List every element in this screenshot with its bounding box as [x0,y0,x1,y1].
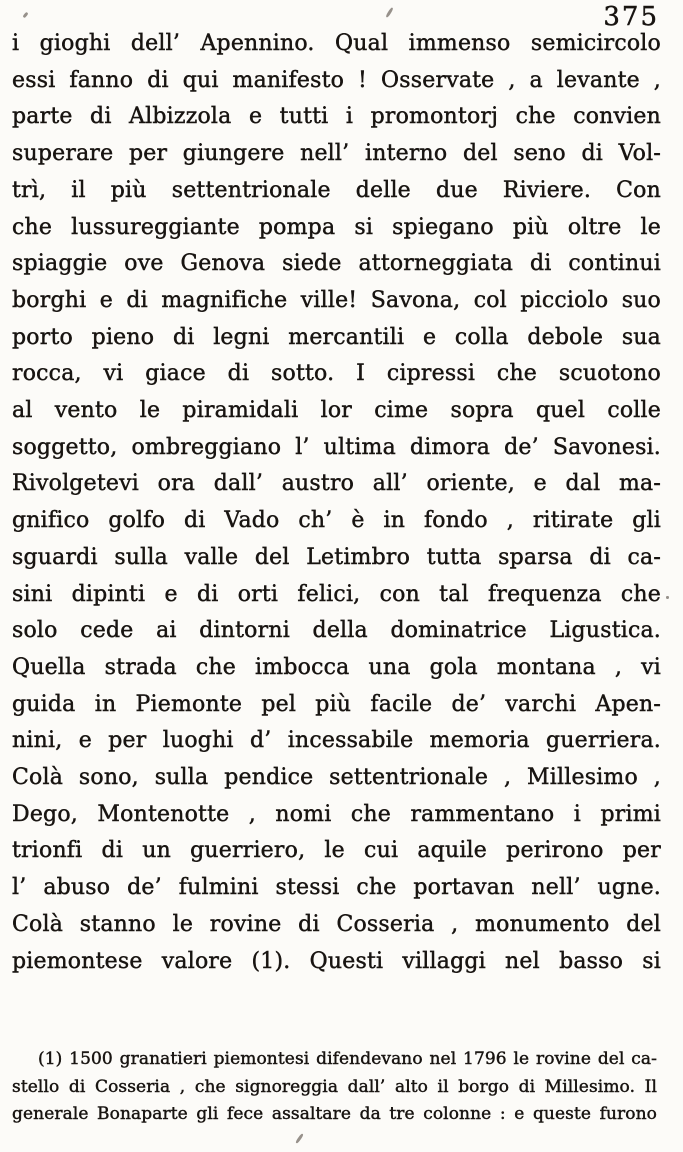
text-line: gnifico golfo di Vado ch’ è in fondo , ritirate gli [12,508,661,534]
text-line: rocca, vi giace di sotto. I cipressi che scuotono [12,361,661,387]
footnote-line: stello di Cosseria , che signoreggia dall’ alto il borgo di Millesimo. Il [12,1076,657,1097]
text-line: Dego, Montenotte , nomi che rammentano i primi [12,801,661,827]
scan-speckle [295,1133,304,1144]
footnote [12,1046,657,1129]
text-line: borghi e di magnifiche ville! Savona, col picciolo suo [12,287,661,313]
text-line: piemontese valore (1). Questi villaggi nel basso si [12,948,661,974]
page-text [12,26,661,980]
text-line: sguardi sulla valle del Letimbro tutta sparsa di ca- [12,544,661,570]
page-number: 375 [603,2,659,32]
text-line: trionfi di un guerriero, le cui aquile perirono per [12,838,661,864]
scan-speckle [385,7,393,18]
text-line: Colà sono, sulla pendice settentrionale , Millesimo , [12,765,661,791]
text-line: parte di Albizzola e tutti i promontorj che convien [12,104,661,130]
text-line: Rivolgetevi ora dall’ austro all’ oriente, e dal ma- [12,471,661,497]
text-line: solo cede ai dintorni della dominatrice Ligustica. [12,618,661,644]
text-line: l’ abuso de’ fulmini stessi che portavan nell’ ugne. [12,875,661,901]
text-line: Colà stanno le rovine di Cosseria , monumento del [12,911,661,937]
text-line: nini, e per luoghi d’ incessabile memoria guerriera. [12,728,661,754]
text-line: guida in Piemonte pel più facile de’ varchi Apen- [12,691,661,717]
text-line: al vento le piramidali lor cime sopra quel colle [12,398,661,424]
text-line: essi fanno di qui manifesto ! Osservate , a levante , [12,67,661,93]
text-line: trì, il più settentrionale delle due Riviere. Con [12,177,661,203]
text-line: che lussureggiante pompa si spiegano più oltre le [12,214,661,240]
text-line: soggetto, ombreggiano l’ ultima dimora de’ Savonesi. [12,434,661,460]
text-line: spiaggie ove Genova siede attorneggiata di continui [12,251,661,277]
scan-speckle [666,596,669,599]
text-line: superare per giungere nell’ interno del seno di Vol- [12,141,661,167]
text-line: porto pieno di legni mercantili e colla debole sua [12,324,661,350]
text-line: Quella strada che imbocca una gola montana , vi [12,654,661,680]
text-line: sini dipinti e di orti felici, con tal frequenza che [12,581,661,607]
footnote-line: generale Bonaparte gli fece assaltare da tre colonne : e queste furono [12,1104,657,1124]
text-line: i gioghi dell’ Apennino. Qual immenso semicircolo [12,31,661,56]
scan-speckle [22,12,28,19]
footnote-line: (1) 1500 granatieri piemontesi difendevano nel 1796 le rovine del ca- [38,1049,657,1069]
